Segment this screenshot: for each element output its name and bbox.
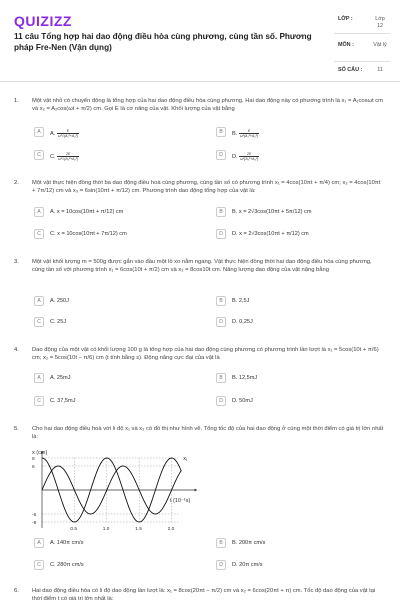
oscillation-graph: [30, 448, 200, 530]
question-stem: Hai dao động điều hòa có li độ dao động lần lượt là: x₁ = 8cos(20πt − π/2) cm và x₂ = 6cos(20πt + π) cm. Tốc độ dao động của vật tại thời điểm t có giá trị lớn nhất là:: [32, 588, 376, 600]
x-tick-label: 0,5: [70, 527, 78, 530]
question-stem: Một vật nhỏ có chuyển động là tổng hợp của hai dao động điều hòa cùng phương. Hai dao động này có phương trình là x₁ = A₁cosωt cm và x₂ = A₂cos(ωt + π/2) cm. Gọi E là cơ năng của vật. Khối lượng của vật bằng: [32, 98, 384, 112]
y-tick-label: 8: [32, 457, 35, 462]
document-title: 11 câu Tổng hợp hai dao động điều hòa cùng phương, cùng tần số. Phương pháp Fre-Nen (Vận dụng): [14, 32, 312, 52]
x-tick-label: 2,0: [167, 527, 175, 530]
quizizz-logo: QUIZIZZ: [14, 13, 72, 29]
x-axis-label: t (10⁻¹s): [170, 498, 191, 504]
question-stem: Dao động của một vật có khối lượng 100 g là tổng hợp của hai dao động cùng phương có phương trình lần lượt là x₁ = 5cos(10t + π/6) cm; x₂ = 5cos(10t − π/6) cm (t tính bằng s). Động năng cực đại của vật là: [32, 347, 379, 361]
y-tick-label: -8: [32, 521, 37, 526]
x-tick-labels: [70, 526, 174, 530]
meta-class: LỚP : Lớp 12: [334, 12, 390, 34]
y-tick-label: -6: [32, 513, 37, 518]
y-tick-labels: [32, 456, 37, 526]
x-tick-label: 1,0: [102, 527, 110, 530]
question-stem: Một vật khối lượng m = 500g được gắn vào đầu một lò xo nằm ngang. Vật thực hiện đồng thời hai dao động điều hòa cùng phương, cùng tần số với phương trình x₁ = 6cos(10t + π/2) cm và x₂ = 8cos10t cm. Năng lượng dao động của vật nặng bằng: [32, 259, 372, 273]
y-axis-label: x (cm): [32, 450, 48, 456]
question-stem: Một vật thực hiện đồng thời ba dao động điều hoà cùng phương, cùng tần số có phương trình x₁ = 4cos(10πt + π/4) cm; x₂ = 4cos(10πt + 7π/12) cm và x₃ = 6sin(10πt + π/12) cm. Phương trình dao động tổng hợp của vật là:: [32, 180, 381, 194]
question-stem: Cho hai dao động điều hoà với li độ x₁ và x₂ có đồ thị như hình vẽ. Tổng tốc độ của hai dao động ở cùng một thời điểm có giá trị lớn nhất là:: [32, 426, 384, 440]
meta-count: SỐ CÂU : 11: [338, 67, 383, 73]
document-header: [0, 0, 400, 82]
series-label: x₁: [183, 456, 188, 462]
x-tick-label: 1,5: [135, 527, 142, 530]
meta-subject: MÔN : Vật lý: [334, 38, 390, 62]
y-tick-label: 6: [32, 465, 35, 470]
